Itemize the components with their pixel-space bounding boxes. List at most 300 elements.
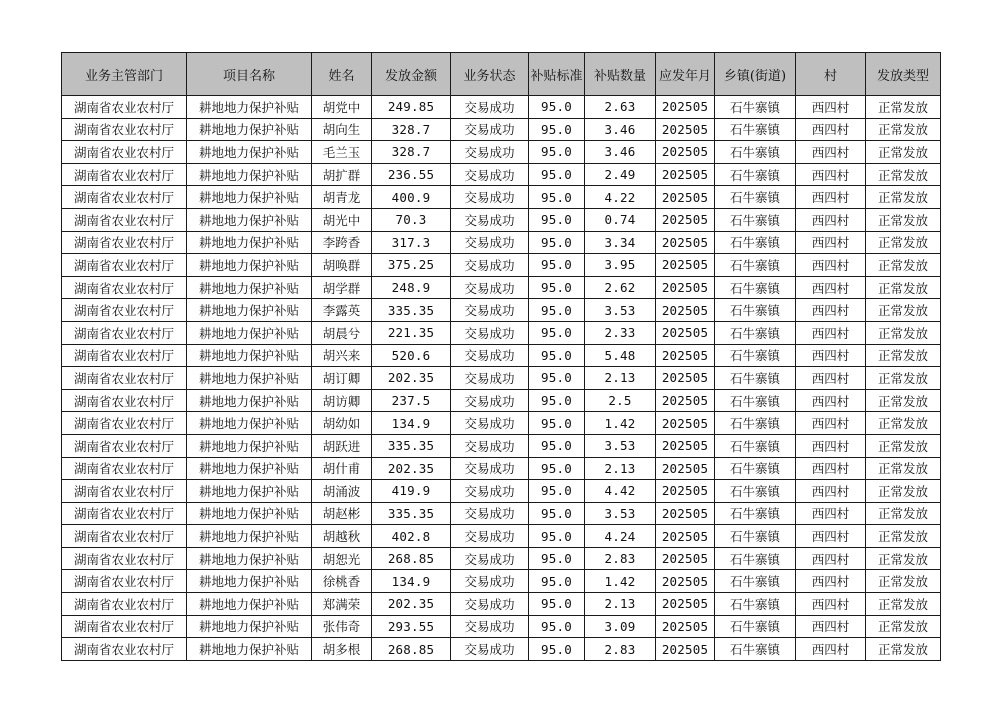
cell-quantity: 3.46 — [585, 118, 656, 141]
cell-project: 耕地地力保护补贴 — [187, 118, 312, 141]
cell-standard: 95.0 — [529, 367, 585, 390]
col-header-status: 业务状态 — [451, 53, 529, 96]
cell-department: 湖南省农业农村厅 — [62, 254, 187, 277]
cell-quantity: 4.24 — [585, 525, 656, 548]
cell-department: 湖南省农业农村厅 — [62, 615, 187, 638]
cell-type: 正常发放 — [866, 186, 941, 209]
table-row — [62, 186, 941, 209]
cell-period: 202505 — [656, 457, 715, 480]
cell-name: 胡光中 — [312, 208, 372, 231]
cell-quantity: 2.13 — [585, 367, 656, 390]
cell-project: 耕地地力保护补贴 — [187, 141, 312, 164]
cell-status: 交易成功 — [451, 593, 529, 616]
cell-town: 石牛寨镇 — [715, 186, 796, 209]
cell-period: 202505 — [656, 231, 715, 254]
cell-period: 202505 — [656, 96, 715, 119]
cell-standard: 95.0 — [529, 344, 585, 367]
cell-name: 胡兴来 — [312, 344, 372, 367]
cell-standard: 95.0 — [529, 321, 585, 344]
cell-town: 石牛寨镇 — [715, 570, 796, 593]
table-body — [62, 96, 941, 661]
cell-amount: 249.85 — [372, 96, 451, 119]
table-row — [62, 638, 941, 661]
cell-amount: 335.35 — [372, 299, 451, 322]
cell-period: 202505 — [656, 434, 715, 457]
cell-type: 正常发放 — [866, 525, 941, 548]
cell-town: 石牛寨镇 — [715, 547, 796, 570]
cell-name: 毛兰玉 — [312, 141, 372, 164]
cell-project: 耕地地力保护补贴 — [187, 96, 312, 119]
cell-standard: 95.0 — [529, 276, 585, 299]
cell-quantity: 3.09 — [585, 615, 656, 638]
cell-department: 湖南省农业农村厅 — [62, 96, 187, 119]
cell-quantity: 2.83 — [585, 547, 656, 570]
cell-name: 胡向生 — [312, 118, 372, 141]
cell-department: 湖南省农业农村厅 — [62, 570, 187, 593]
col-header-type: 发放类型 — [866, 53, 941, 96]
cell-village: 西四村 — [796, 434, 866, 457]
cell-period: 202505 — [656, 254, 715, 277]
cell-village: 西四村 — [796, 457, 866, 480]
cell-standard: 95.0 — [529, 502, 585, 525]
cell-period: 202505 — [656, 321, 715, 344]
cell-town: 石牛寨镇 — [715, 412, 796, 435]
subsidy-table — [61, 52, 941, 661]
cell-period: 202505 — [656, 570, 715, 593]
cell-type: 正常发放 — [866, 276, 941, 299]
cell-name: 胡党中 — [312, 96, 372, 119]
cell-project: 耕地地力保护补贴 — [187, 254, 312, 277]
cell-town: 石牛寨镇 — [715, 502, 796, 525]
cell-department: 湖南省农业农村厅 — [62, 118, 187, 141]
cell-amount: 221.35 — [372, 321, 451, 344]
table-row — [62, 96, 941, 119]
cell-department: 湖南省农业农村厅 — [62, 547, 187, 570]
cell-project: 耕地地力保护补贴 — [187, 299, 312, 322]
cell-name: 胡订卿 — [312, 367, 372, 390]
cell-period: 202505 — [656, 344, 715, 367]
cell-type: 正常发放 — [866, 96, 941, 119]
col-header-amount: 发放金额 — [372, 53, 451, 96]
cell-type: 正常发放 — [866, 118, 941, 141]
cell-standard: 95.0 — [529, 163, 585, 186]
cell-type: 正常发放 — [866, 502, 941, 525]
cell-department: 湖南省农业农村厅 — [62, 434, 187, 457]
cell-village: 西四村 — [796, 231, 866, 254]
cell-quantity: 2.62 — [585, 276, 656, 299]
cell-status: 交易成功 — [451, 434, 529, 457]
cell-amount: 317.3 — [372, 231, 451, 254]
cell-department: 湖南省农业农村厅 — [62, 186, 187, 209]
cell-status: 交易成功 — [451, 299, 529, 322]
cell-project: 耕地地力保护补贴 — [187, 502, 312, 525]
col-header-period: 应发年月 — [656, 53, 715, 96]
cell-period: 202505 — [656, 163, 715, 186]
cell-name: 胡扩群 — [312, 163, 372, 186]
cell-town: 石牛寨镇 — [715, 638, 796, 661]
cell-standard: 95.0 — [529, 480, 585, 503]
cell-town: 石牛寨镇 — [715, 231, 796, 254]
cell-standard: 95.0 — [529, 547, 585, 570]
cell-village: 西四村 — [796, 502, 866, 525]
cell-amount: 328.7 — [372, 141, 451, 164]
col-header-village: 村 — [796, 53, 866, 96]
cell-project: 耕地地力保护补贴 — [187, 231, 312, 254]
cell-period: 202505 — [656, 118, 715, 141]
cell-project: 耕地地力保护补贴 — [187, 615, 312, 638]
cell-town: 石牛寨镇 — [715, 254, 796, 277]
cell-department: 湖南省农业农村厅 — [62, 638, 187, 661]
cell-name: 胡越秋 — [312, 525, 372, 548]
table-row — [62, 141, 941, 164]
cell-project: 耕地地力保护补贴 — [187, 457, 312, 480]
cell-status: 交易成功 — [451, 163, 529, 186]
cell-village: 西四村 — [796, 321, 866, 344]
table-row — [62, 299, 941, 322]
cell-type: 正常发放 — [866, 434, 941, 457]
cell-status: 交易成功 — [451, 615, 529, 638]
cell-name: 胡恕光 — [312, 547, 372, 570]
cell-project: 耕地地力保护补贴 — [187, 525, 312, 548]
cell-type: 正常发放 — [866, 547, 941, 570]
cell-village: 西四村 — [796, 615, 866, 638]
cell-amount: 237.5 — [372, 389, 451, 412]
cell-period: 202505 — [656, 547, 715, 570]
cell-standard: 95.0 — [529, 525, 585, 548]
cell-department: 湖南省农业农村厅 — [62, 457, 187, 480]
cell-village: 西四村 — [796, 344, 866, 367]
cell-type: 正常发放 — [866, 412, 941, 435]
cell-quantity: 3.53 — [585, 434, 656, 457]
cell-status: 交易成功 — [451, 186, 529, 209]
cell-standard: 95.0 — [529, 231, 585, 254]
cell-status: 交易成功 — [451, 118, 529, 141]
cell-quantity: 2.33 — [585, 321, 656, 344]
cell-project: 耕地地力保护补贴 — [187, 163, 312, 186]
cell-status: 交易成功 — [451, 638, 529, 661]
cell-status: 交易成功 — [451, 525, 529, 548]
cell-department: 湖南省农业农村厅 — [62, 525, 187, 548]
cell-name: 李露英 — [312, 299, 372, 322]
cell-village: 西四村 — [796, 638, 866, 661]
cell-period: 202505 — [656, 208, 715, 231]
cell-standard: 95.0 — [529, 593, 585, 616]
cell-quantity: 2.13 — [585, 457, 656, 480]
cell-town: 石牛寨镇 — [715, 367, 796, 390]
col-header-project: 项目名称 — [187, 53, 312, 96]
cell-village: 西四村 — [796, 163, 866, 186]
table-row — [62, 389, 941, 412]
cell-status: 交易成功 — [451, 570, 529, 593]
cell-village: 西四村 — [796, 525, 866, 548]
cell-amount: 335.35 — [372, 502, 451, 525]
cell-department: 湖南省农业农村厅 — [62, 502, 187, 525]
cell-type: 正常发放 — [866, 141, 941, 164]
cell-town: 石牛寨镇 — [715, 593, 796, 616]
cell-standard: 95.0 — [529, 457, 585, 480]
cell-village: 西四村 — [796, 299, 866, 322]
cell-project: 耕地地力保护补贴 — [187, 389, 312, 412]
cell-town: 石牛寨镇 — [715, 615, 796, 638]
table-row — [62, 412, 941, 435]
cell-project: 耕地地力保护补贴 — [187, 547, 312, 570]
table-row — [62, 547, 941, 570]
cell-department: 湖南省农业农村厅 — [62, 412, 187, 435]
cell-project: 耕地地力保护补贴 — [187, 480, 312, 503]
table-row — [62, 480, 941, 503]
cell-status: 交易成功 — [451, 367, 529, 390]
table-row — [62, 593, 941, 616]
cell-amount: 375.25 — [372, 254, 451, 277]
cell-village: 西四村 — [796, 208, 866, 231]
cell-name: 张伟奇 — [312, 615, 372, 638]
cell-standard: 95.0 — [529, 96, 585, 119]
cell-town: 石牛寨镇 — [715, 434, 796, 457]
cell-project: 耕地地力保护补贴 — [187, 434, 312, 457]
table-row — [62, 118, 941, 141]
cell-type: 正常发放 — [866, 299, 941, 322]
cell-name: 胡什甫 — [312, 457, 372, 480]
cell-standard: 95.0 — [529, 254, 585, 277]
cell-amount: 202.35 — [372, 367, 451, 390]
cell-project: 耕地地力保护补贴 — [187, 638, 312, 661]
cell-amount: 202.35 — [372, 457, 451, 480]
cell-amount: 328.7 — [372, 118, 451, 141]
cell-department: 湖南省农业农村厅 — [62, 208, 187, 231]
cell-type: 正常发放 — [866, 367, 941, 390]
cell-standard: 95.0 — [529, 389, 585, 412]
cell-town: 石牛寨镇 — [715, 141, 796, 164]
cell-standard: 95.0 — [529, 412, 585, 435]
cell-village: 西四村 — [796, 96, 866, 119]
cell-standard: 95.0 — [529, 638, 585, 661]
cell-town: 石牛寨镇 — [715, 389, 796, 412]
cell-quantity: 3.95 — [585, 254, 656, 277]
cell-village: 西四村 — [796, 254, 866, 277]
cell-project: 耕地地力保护补贴 — [187, 321, 312, 344]
cell-village: 西四村 — [796, 141, 866, 164]
cell-amount: 268.85 — [372, 638, 451, 661]
cell-name: 胡幼如 — [312, 412, 372, 435]
cell-quantity: 2.5 — [585, 389, 656, 412]
cell-name: 胡青龙 — [312, 186, 372, 209]
cell-department: 湖南省农业农村厅 — [62, 299, 187, 322]
cell-town: 石牛寨镇 — [715, 525, 796, 548]
table-row — [62, 434, 941, 457]
table-row — [62, 276, 941, 299]
header-row — [62, 53, 941, 96]
cell-amount: 419.9 — [372, 480, 451, 503]
cell-village: 西四村 — [796, 186, 866, 209]
cell-town: 石牛寨镇 — [715, 96, 796, 119]
cell-department: 湖南省农业农村厅 — [62, 141, 187, 164]
cell-quantity: 2.63 — [585, 96, 656, 119]
cell-village: 西四村 — [796, 118, 866, 141]
cell-period: 202505 — [656, 615, 715, 638]
cell-standard: 95.0 — [529, 615, 585, 638]
cell-type: 正常发放 — [866, 208, 941, 231]
cell-name: 胡赵彬 — [312, 502, 372, 525]
cell-status: 交易成功 — [451, 141, 529, 164]
table-row — [62, 231, 941, 254]
cell-village: 西四村 — [796, 593, 866, 616]
cell-period: 202505 — [656, 502, 715, 525]
cell-project: 耕地地力保护补贴 — [187, 570, 312, 593]
cell-amount: 202.35 — [372, 593, 451, 616]
cell-period: 202505 — [656, 480, 715, 503]
cell-amount: 236.55 — [372, 163, 451, 186]
cell-village: 西四村 — [796, 570, 866, 593]
cell-name: 胡学群 — [312, 276, 372, 299]
cell-quantity: 4.22 — [585, 186, 656, 209]
cell-period: 202505 — [656, 276, 715, 299]
cell-village: 西四村 — [796, 547, 866, 570]
cell-status: 交易成功 — [451, 389, 529, 412]
cell-amount: 248.9 — [372, 276, 451, 299]
cell-standard: 95.0 — [529, 118, 585, 141]
cell-period: 202505 — [656, 367, 715, 390]
table-row — [62, 615, 941, 638]
cell-department: 湖南省农业农村厅 — [62, 276, 187, 299]
cell-department: 湖南省农业农村厅 — [62, 367, 187, 390]
cell-quantity: 3.53 — [585, 299, 656, 322]
cell-amount: 70.3 — [372, 208, 451, 231]
cell-period: 202505 — [656, 638, 715, 661]
cell-name: 郑满荣 — [312, 593, 372, 616]
cell-type: 正常发放 — [866, 570, 941, 593]
cell-type: 正常发放 — [866, 638, 941, 661]
cell-status: 交易成功 — [451, 547, 529, 570]
cell-amount: 402.8 — [372, 525, 451, 548]
cell-name: 胡多根 — [312, 638, 372, 661]
cell-project: 耕地地力保护补贴 — [187, 276, 312, 299]
cell-type: 正常发放 — [866, 321, 941, 344]
cell-department: 湖南省农业农村厅 — [62, 321, 187, 344]
table-row — [62, 321, 941, 344]
cell-status: 交易成功 — [451, 502, 529, 525]
cell-town: 石牛寨镇 — [715, 321, 796, 344]
cell-status: 交易成功 — [451, 254, 529, 277]
cell-village: 西四村 — [796, 389, 866, 412]
cell-department: 湖南省农业农村厅 — [62, 344, 187, 367]
cell-type: 正常发放 — [866, 457, 941, 480]
cell-status: 交易成功 — [451, 344, 529, 367]
cell-town: 石牛寨镇 — [715, 208, 796, 231]
cell-period: 202505 — [656, 412, 715, 435]
cell-type: 正常发放 — [866, 615, 941, 638]
cell-quantity: 3.34 — [585, 231, 656, 254]
cell-status: 交易成功 — [451, 480, 529, 503]
cell-period: 202505 — [656, 141, 715, 164]
cell-department: 湖南省农业农村厅 — [62, 231, 187, 254]
col-header-department: 业务主管部门 — [62, 53, 187, 96]
table-row — [62, 502, 941, 525]
cell-amount: 400.9 — [372, 186, 451, 209]
cell-project: 耕地地力保护补贴 — [187, 186, 312, 209]
cell-type: 正常发放 — [866, 480, 941, 503]
cell-project: 耕地地力保护补贴 — [187, 593, 312, 616]
cell-quantity: 3.46 — [585, 141, 656, 164]
table-row — [62, 570, 941, 593]
cell-project: 耕地地力保护补贴 — [187, 208, 312, 231]
cell-name: 胡涌波 — [312, 480, 372, 503]
cell-quantity: 2.49 — [585, 163, 656, 186]
cell-town: 石牛寨镇 — [715, 480, 796, 503]
cell-village: 西四村 — [796, 412, 866, 435]
cell-name: 胡晨兮 — [312, 321, 372, 344]
cell-amount: 268.85 — [372, 547, 451, 570]
cell-period: 202505 — [656, 593, 715, 616]
cell-type: 正常发放 — [866, 254, 941, 277]
cell-name: 徐桃香 — [312, 570, 372, 593]
cell-type: 正常发放 — [866, 593, 941, 616]
cell-project: 耕地地力保护补贴 — [187, 344, 312, 367]
cell-town: 石牛寨镇 — [715, 457, 796, 480]
cell-type: 正常发放 — [866, 163, 941, 186]
cell-status: 交易成功 — [451, 412, 529, 435]
cell-department: 湖南省农业农村厅 — [62, 480, 187, 503]
cell-status: 交易成功 — [451, 321, 529, 344]
cell-quantity: 3.53 — [585, 502, 656, 525]
cell-amount: 293.55 — [372, 615, 451, 638]
cell-type: 正常发放 — [866, 231, 941, 254]
cell-type: 正常发放 — [866, 389, 941, 412]
col-header-town: 乡镇(街道) — [715, 53, 796, 96]
cell-quantity: 2.13 — [585, 593, 656, 616]
table-row — [62, 208, 941, 231]
table-row — [62, 367, 941, 390]
cell-town: 石牛寨镇 — [715, 163, 796, 186]
cell-town: 石牛寨镇 — [715, 344, 796, 367]
cell-period: 202505 — [656, 299, 715, 322]
cell-quantity: 5.48 — [585, 344, 656, 367]
cell-standard: 95.0 — [529, 141, 585, 164]
cell-status: 交易成功 — [451, 457, 529, 480]
cell-department: 湖南省农业农村厅 — [62, 389, 187, 412]
table-row — [62, 254, 941, 277]
cell-project: 耕地地力保护补贴 — [187, 412, 312, 435]
cell-quantity: 1.42 — [585, 412, 656, 435]
cell-name: 李跨香 — [312, 231, 372, 254]
cell-status: 交易成功 — [451, 276, 529, 299]
cell-quantity: 1.42 — [585, 570, 656, 593]
cell-village: 西四村 — [796, 367, 866, 390]
table-row — [62, 163, 941, 186]
cell-period: 202505 — [656, 186, 715, 209]
cell-name: 胡访卿 — [312, 389, 372, 412]
table-row — [62, 344, 941, 367]
cell-status: 交易成功 — [451, 96, 529, 119]
col-header-standard: 补贴标准 — [529, 53, 585, 96]
table-row — [62, 457, 941, 480]
cell-name: 胡跃进 — [312, 434, 372, 457]
cell-standard: 95.0 — [529, 570, 585, 593]
cell-amount: 335.35 — [372, 434, 451, 457]
cell-period: 202505 — [656, 389, 715, 412]
cell-amount: 520.6 — [372, 344, 451, 367]
cell-quantity: 4.42 — [585, 480, 656, 503]
cell-quantity: 0.74 — [585, 208, 656, 231]
cell-status: 交易成功 — [451, 231, 529, 254]
cell-project: 耕地地力保护补贴 — [187, 367, 312, 390]
cell-quantity: 2.83 — [585, 638, 656, 661]
cell-type: 正常发放 — [866, 344, 941, 367]
cell-town: 石牛寨镇 — [715, 299, 796, 322]
cell-period: 202505 — [656, 525, 715, 548]
cell-village: 西四村 — [796, 480, 866, 503]
cell-name: 胡唤群 — [312, 254, 372, 277]
cell-department: 湖南省农业农村厅 — [62, 593, 187, 616]
